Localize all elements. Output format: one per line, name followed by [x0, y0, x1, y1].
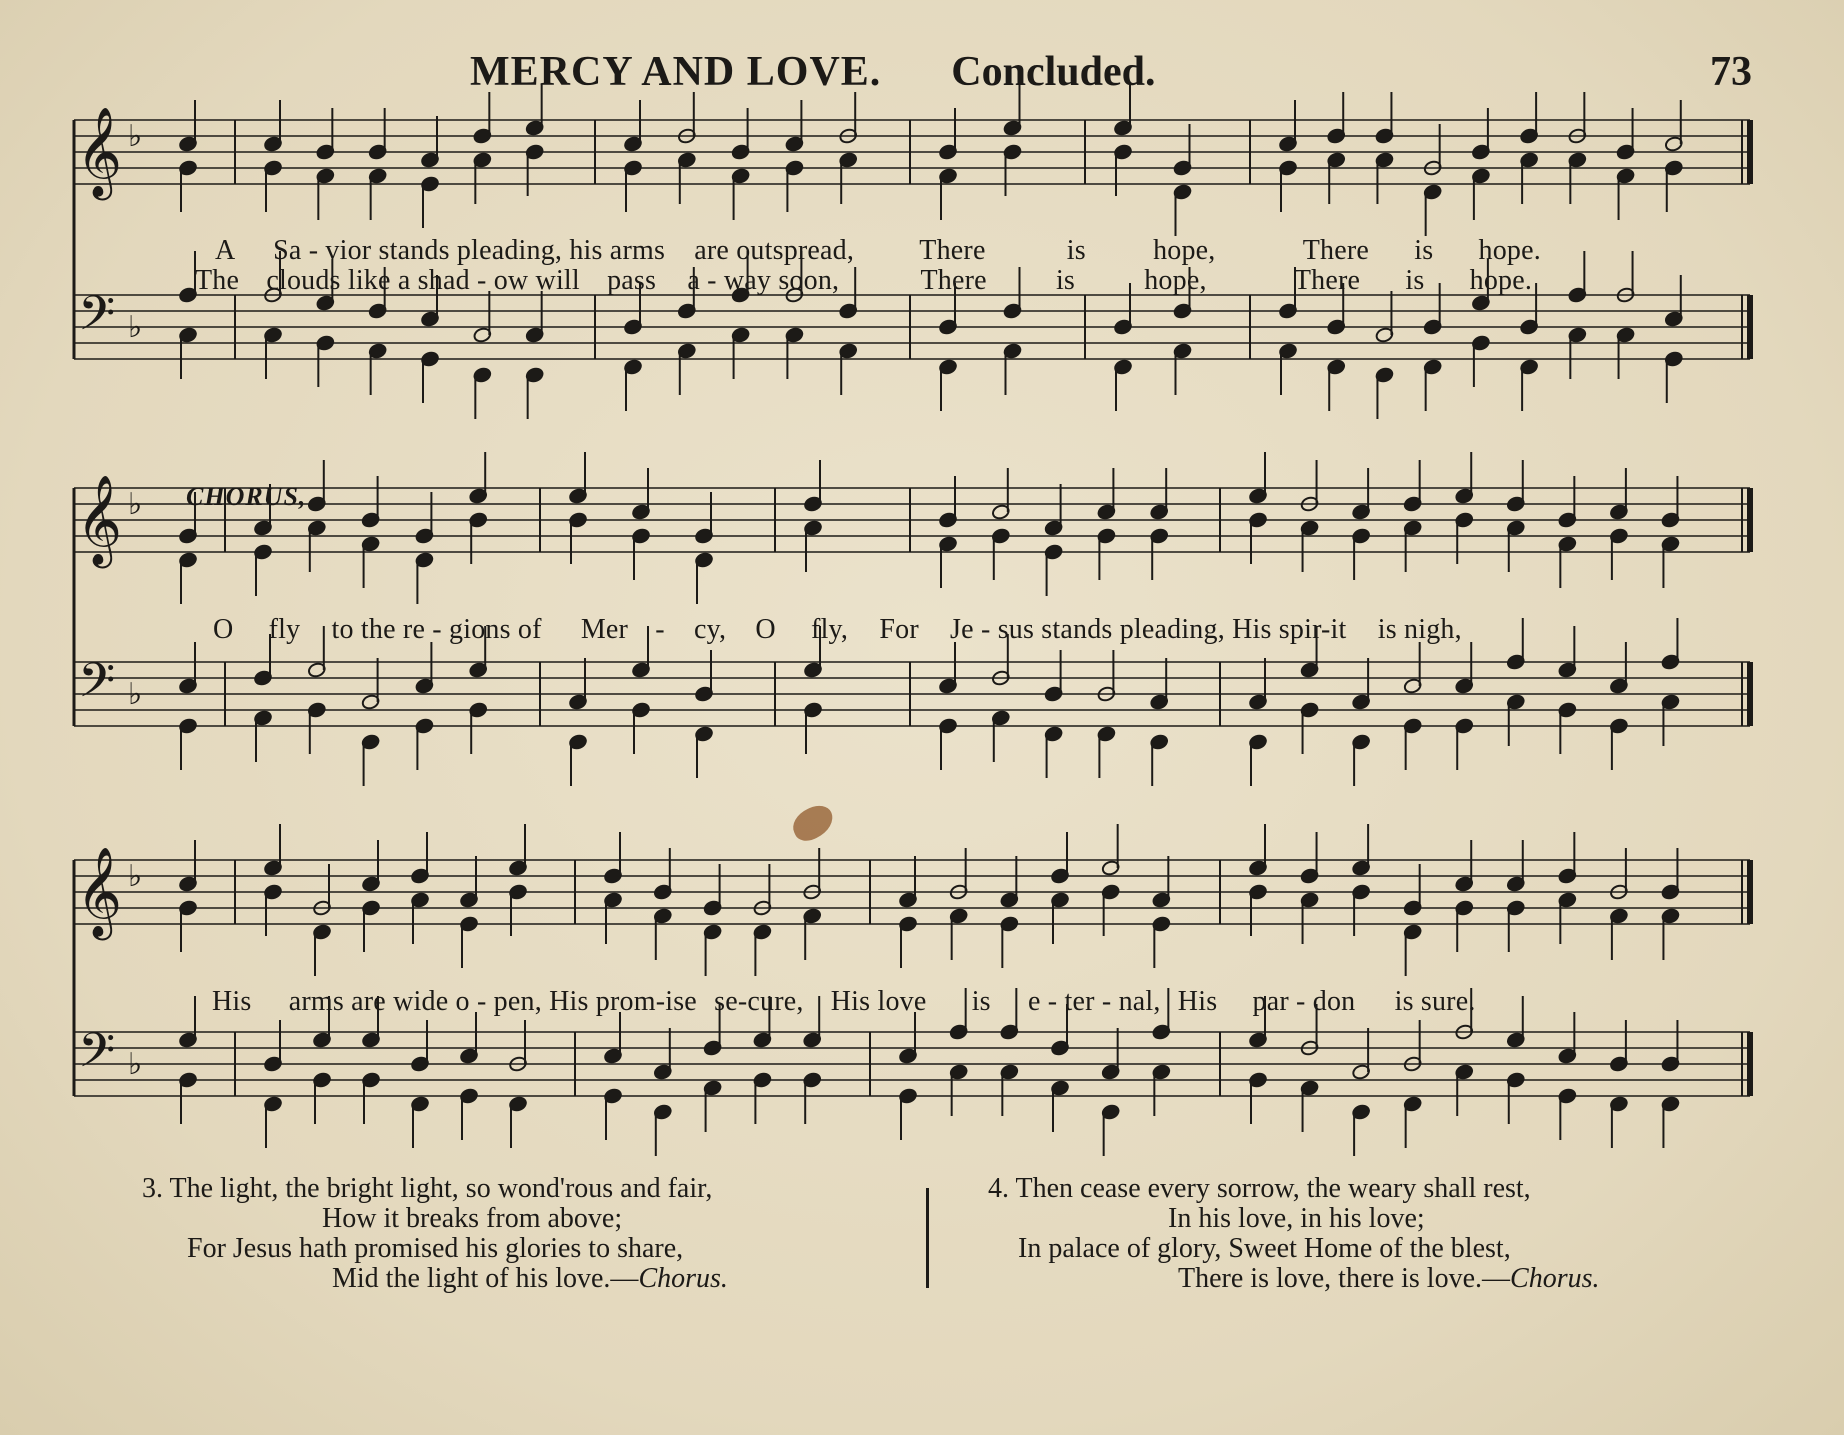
page-number: 73 — [1710, 49, 1752, 95]
bass-clef: 𝄢 — [78, 652, 116, 720]
flat-sign: ♭ — [128, 487, 143, 522]
lyric-syllable: e - ter - nal, — [1027, 986, 1161, 1017]
bass-staff — [74, 662, 1750, 726]
chorus-cue: Chorus. — [638, 1263, 728, 1294]
lyric-syllable: Sa - vior stands pleading, his arms — [273, 235, 666, 266]
lyric-syllable: Mer — [580, 614, 629, 645]
lyric-syllable: There — [919, 235, 986, 266]
verse-3 — [142, 1174, 728, 1294]
verse-line: In palace of glory, Sweet Home of the blest, — [1018, 1233, 1511, 1264]
lyric-syllable: fly, — [811, 614, 849, 645]
flat-sign: ♭ — [128, 1047, 143, 1082]
verse-divider — [926, 1188, 929, 1288]
lyric-line-chorus-2 — [212, 986, 1476, 1018]
treble-clef: 𝄞 — [76, 847, 123, 937]
verse-line-text: There is love, there is love.— — [1178, 1263, 1511, 1294]
lyric-syllable: pass — [607, 265, 657, 296]
music-system-3 — [70, 840, 1760, 1160]
lyric-syllable: is sure. — [1394, 986, 1476, 1017]
lyric-syllable: Je - sus stands pleading, His spir-it — [950, 614, 1347, 645]
verse-line: 4. Then cease every sorrow, the weary shall rest, — [988, 1173, 1531, 1204]
lyric-syllable: par - don — [1252, 986, 1356, 1017]
lyric-syllable: hope. — [1469, 265, 1533, 296]
lyric-syllable: There — [1293, 265, 1361, 296]
lyric-line-verse-1 — [215, 235, 1541, 267]
lyric-syllable: hope, — [1144, 265, 1207, 296]
lyric-syllable: cy, — [694, 614, 727, 645]
verse-line: For Jesus hath promised his glories to share, — [187, 1233, 684, 1264]
lyric-syllable: His love — [830, 986, 927, 1017]
verse-4 — [988, 1174, 1599, 1294]
lyric-syllable: There — [920, 265, 987, 296]
lyric-syllable: The — [195, 265, 240, 296]
lyric-syllable: is — [1405, 265, 1425, 296]
music-system-1 — [70, 95, 1760, 445]
verse-line: In his love, in his love; — [1168, 1203, 1425, 1234]
lyric-syllable: O — [755, 614, 776, 645]
lyric-syllable: His — [1177, 986, 1218, 1017]
lyric-syllable: is — [971, 986, 991, 1017]
treble-clef: 𝄞 — [76, 475, 123, 565]
verse-line-text: Mid the light of his love.— — [332, 1263, 639, 1294]
flat-sign: ♭ — [128, 859, 143, 894]
lyric-syllable: is nigh, — [1377, 614, 1462, 645]
flat-sign: ♭ — [128, 677, 143, 712]
flat-sign: ♭ — [128, 310, 143, 345]
lyric-syllable: For — [879, 614, 919, 645]
lyric-syllable: is — [1055, 265, 1076, 296]
flat-sign: ♭ — [128, 119, 143, 154]
lyric-syllable: - — [655, 614, 665, 645]
lyric-line-verse-2 — [195, 265, 1532, 297]
lyric-syllable: arms are wide o - pen, His prom-ise — [288, 986, 697, 1017]
lyric-syllable: A — [215, 235, 234, 266]
treble-staff — [74, 488, 1750, 552]
treble-clef: 𝄞 — [76, 107, 123, 197]
lyric-syllable: se-cure, — [714, 986, 804, 1017]
lyric-syllable: is — [1066, 235, 1086, 266]
treble-staff — [74, 860, 1750, 924]
lyric-syllable: fly — [268, 614, 301, 645]
bass-clef: 𝄢 — [78, 1022, 116, 1090]
lyric-syllable: His — [212, 986, 252, 1017]
lyric-syllable: O — [213, 614, 234, 645]
verse-line: 3. The light, the bright light, so wond'rous and fair, — [142, 1173, 713, 1204]
lyric-syllable: are outspread, — [694, 235, 855, 266]
lyric-line-chorus-1 — [213, 614, 1462, 646]
lyric-syllable: to the re - gions of — [331, 614, 542, 645]
music-system-2 — [70, 470, 1760, 810]
bass-clef: 𝄢 — [78, 285, 116, 353]
lyric-syllable: hope. — [1478, 235, 1541, 266]
hymn-title: MERCY AND LOVE. — [470, 49, 882, 95]
page-title — [470, 48, 1370, 96]
verse-line — [142, 1264, 728, 1294]
lyric-syllable: hope, — [1153, 235, 1216, 266]
chorus-cue: Chorus. — [1510, 1263, 1600, 1294]
hymn-subtitle: Concluded. — [951, 49, 1156, 95]
verse-line — [988, 1264, 1599, 1294]
lyric-syllable: There — [1302, 235, 1370, 266]
lyric-syllable: a - way soon, — [687, 265, 840, 296]
verse-line: How it breaks from above; — [322, 1203, 623, 1234]
lyric-syllable: clouds like a shad - ow will — [266, 265, 580, 296]
lyric-syllable: is — [1414, 235, 1434, 266]
chorus-label: CHORUS, — [186, 482, 307, 511]
